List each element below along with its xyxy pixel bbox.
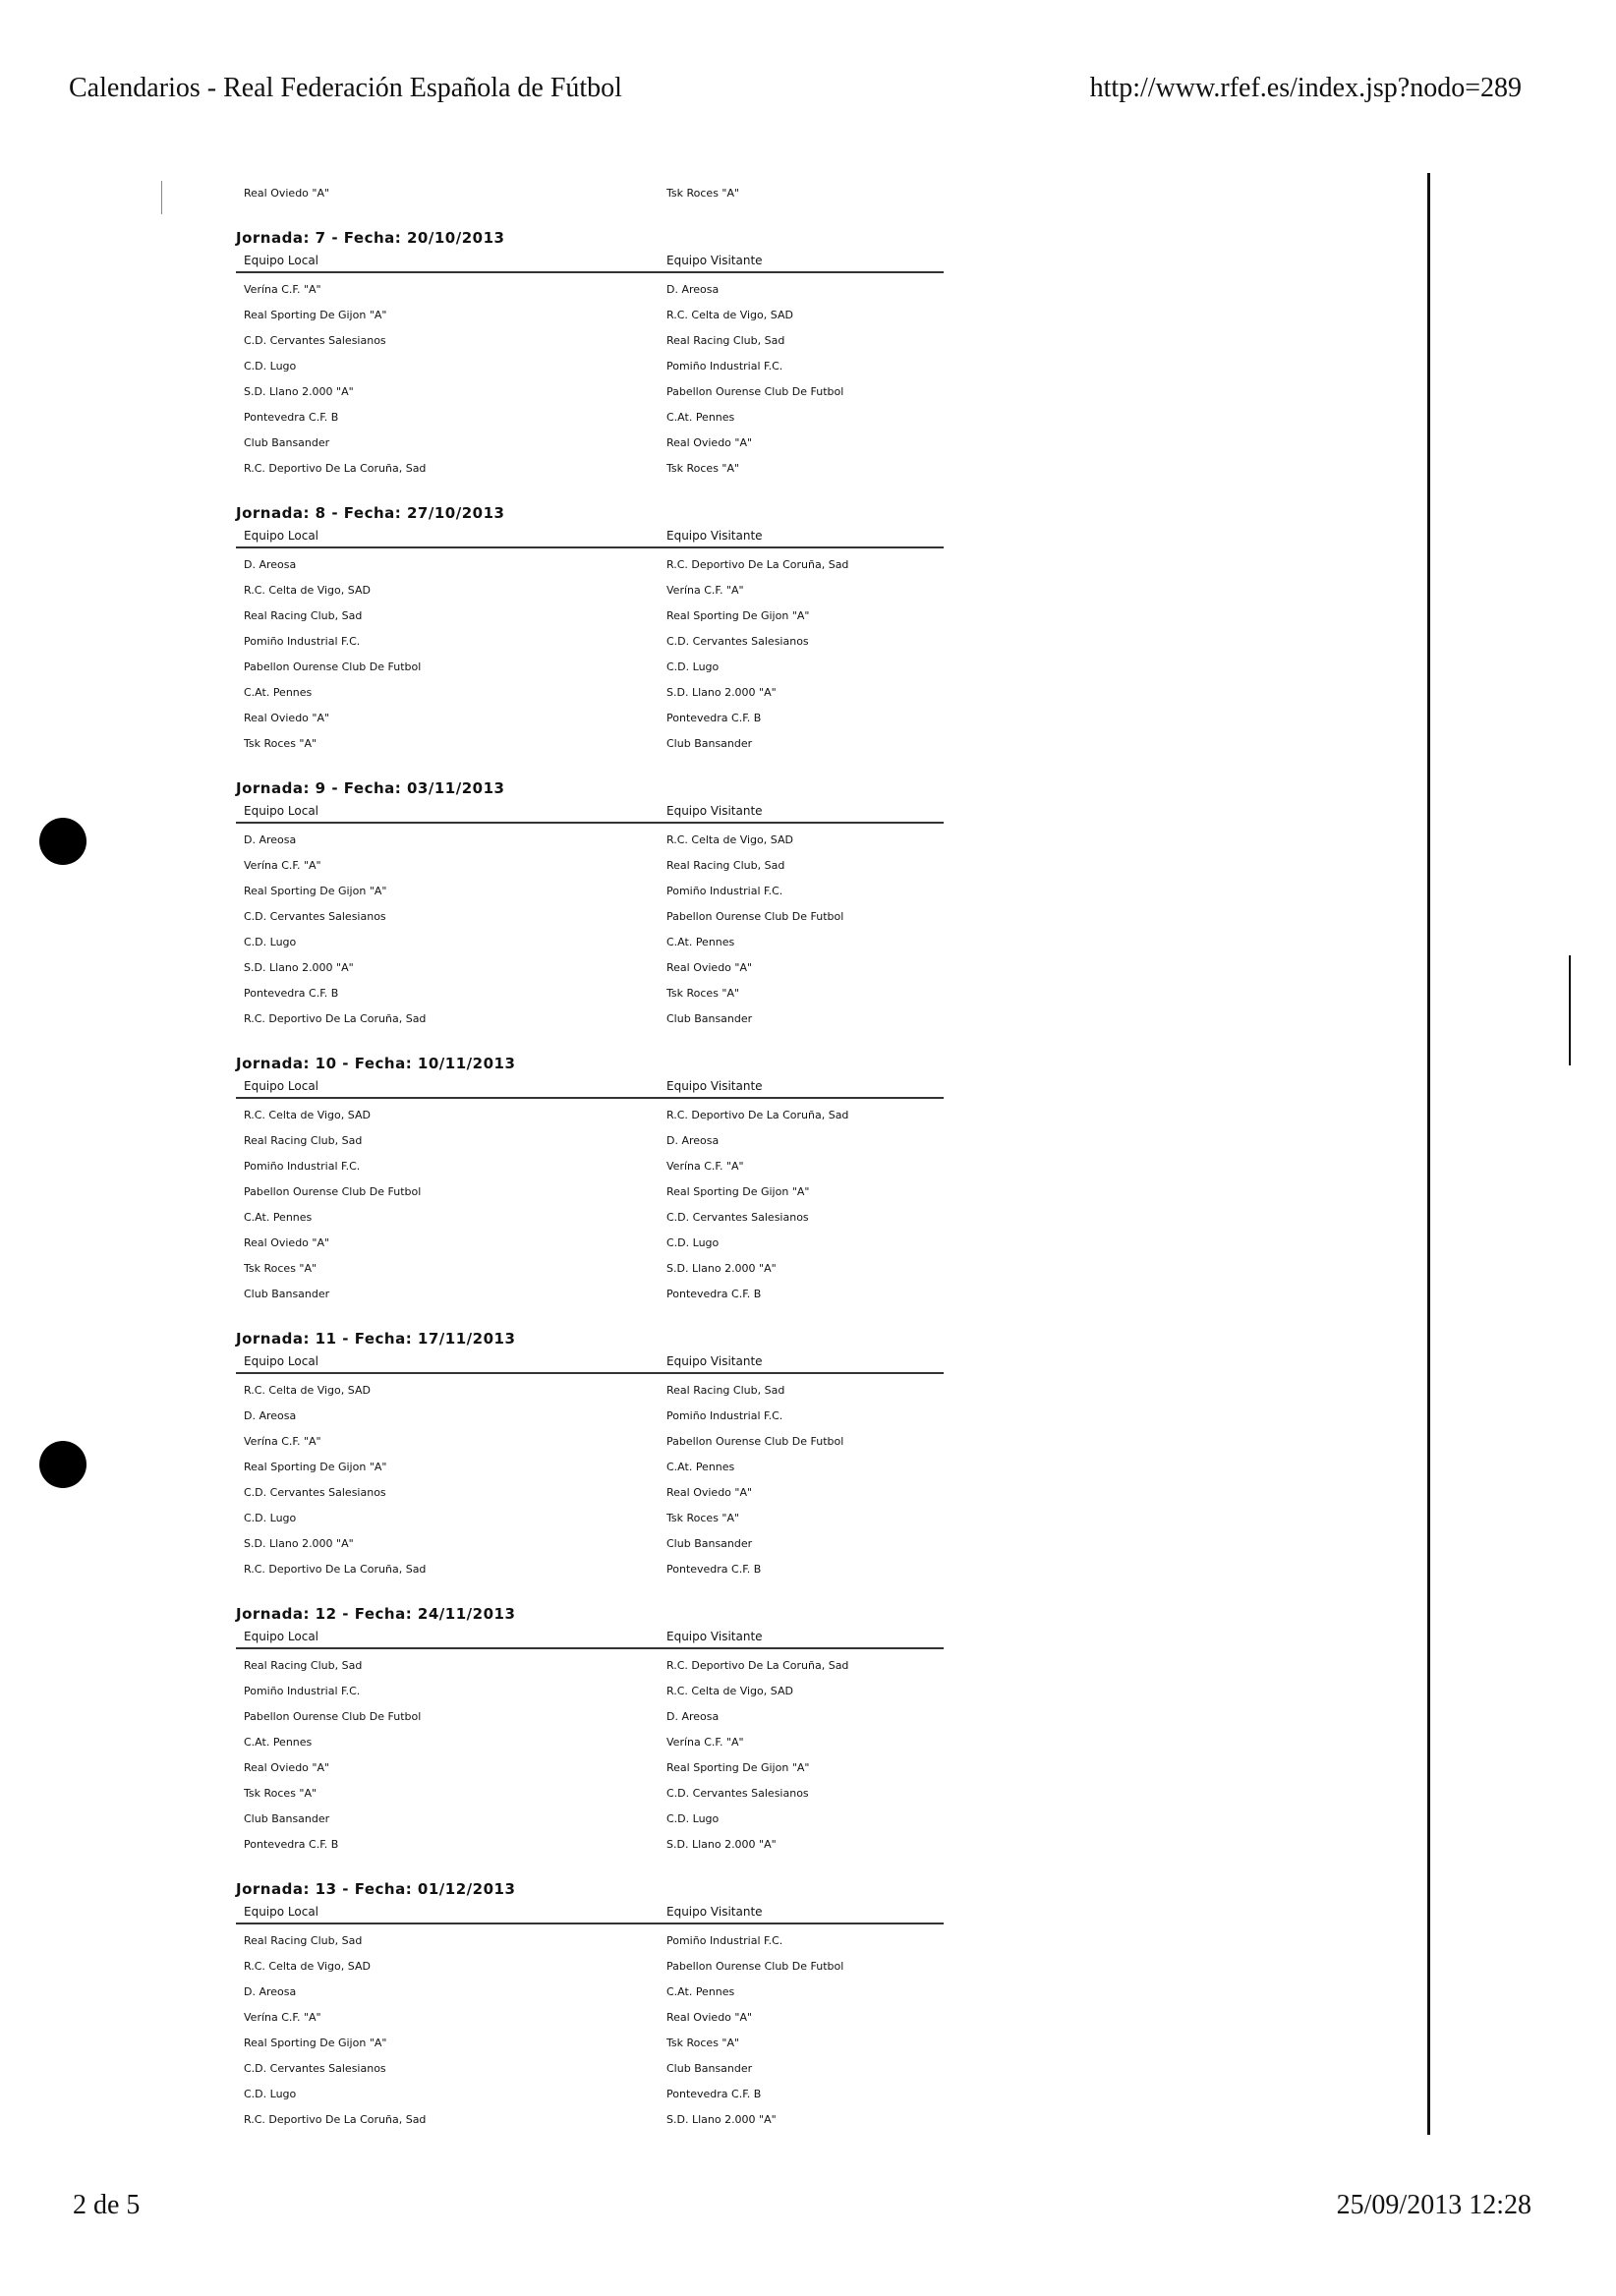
- match-row: [236, 2056, 944, 2082]
- match-local-team: D. Areosa: [244, 1409, 297, 1422]
- jornada-title: Jornada: 7 - Fecha: 20/10/2013: [236, 229, 505, 247]
- match-row: [236, 1378, 944, 1404]
- match-row: [236, 1807, 944, 1832]
- match-local-team: Club Bansander: [244, 1812, 330, 1825]
- match-row: [236, 1480, 944, 1506]
- match-local-team: Pabellon Ourense Club De Futbol: [244, 1710, 422, 1723]
- jornada-title: Jornada: 10 - Fecha: 10/11/2013: [236, 1055, 516, 1072]
- match-visiting-team: Real Oviedo "A": [666, 2011, 753, 2024]
- column-header-row: [236, 525, 944, 548]
- match-local-team: S.D. Llano 2.000 "A": [244, 1537, 354, 1550]
- match-visiting-team: Real Sporting De Gijon "A": [666, 609, 810, 622]
- match-visiting-team: Real Racing Club, Sad: [666, 1384, 785, 1397]
- match-local-team: Real Sporting De Gijon "A": [244, 1461, 387, 1473]
- match-visiting-team: R.C. Celta de Vigo, SAD: [666, 833, 793, 846]
- jornada-section: [236, 1052, 944, 1307]
- match-visiting-team: S.D. Llano 2.000 "A": [666, 1838, 777, 1851]
- match-local-team: Verína C.F. "A": [244, 283, 321, 296]
- match-row: [236, 430, 944, 456]
- match-visiting-team: Real Oviedo "A": [666, 1486, 753, 1499]
- match-local-team: Verína C.F. "A": [244, 1435, 321, 1448]
- jornada-section: [236, 1602, 944, 1858]
- column-header-visitante: Equipo Visitante: [666, 1354, 763, 1368]
- column-header-local: Equipo Local: [244, 529, 319, 543]
- match-visiting-team: C.D. Cervantes Salesianos: [666, 1787, 809, 1800]
- match-local-team: Verína C.F. "A": [244, 2011, 321, 2024]
- column-header-visitante: Equipo Visitante: [666, 254, 763, 267]
- match-local-team: Tsk Roces "A": [244, 737, 317, 750]
- match-row: [236, 2005, 944, 2031]
- match-visiting-team: Pomiño Industrial F.C.: [666, 360, 783, 373]
- match-local-team: Real Sporting De Gijon "A": [244, 2037, 387, 2049]
- carryover-match-row: [236, 181, 944, 206]
- match-local-team: D. Areosa: [244, 1985, 297, 1998]
- match-local-team: S.D. Llano 2.000 "A": [244, 385, 354, 398]
- match-row: [236, 1781, 944, 1807]
- match-visiting-team: Tsk Roces "A": [666, 187, 740, 200]
- match-row: [236, 1730, 944, 1755]
- match-local-team: Tsk Roces "A": [244, 1262, 317, 1275]
- match-row: [236, 1429, 944, 1455]
- match-row: [236, 2082, 944, 2107]
- match-local-team: Real Sporting De Gijon "A": [244, 309, 387, 321]
- match-local-team: Tsk Roces "A": [244, 1787, 317, 1800]
- match-local-team: Real Oviedo "A": [244, 712, 330, 724]
- match-visiting-team: Club Bansander: [666, 1012, 753, 1025]
- match-local-team: Real Sporting De Gijon "A": [244, 885, 387, 897]
- match-visiting-team: Tsk Roces "A": [666, 2037, 740, 2049]
- column-header-visitante: Equipo Visitante: [666, 1630, 763, 1643]
- match-visiting-team: Tsk Roces "A": [666, 987, 740, 1000]
- match-local-team: Pabellon Ourense Club De Futbol: [244, 1185, 422, 1198]
- match-visiting-team: Verína C.F. "A": [666, 584, 744, 597]
- match-visiting-team: D. Areosa: [666, 1134, 720, 1147]
- match-visiting-team: Real Racing Club, Sad: [666, 859, 785, 872]
- match-row: [236, 1256, 944, 1282]
- punch-hole-top: [39, 818, 87, 865]
- match-row: [236, 1557, 944, 1582]
- match-row: [236, 303, 944, 328]
- match-local-team: D. Areosa: [244, 833, 297, 846]
- match-local-team: Real Oviedo "A": [244, 1761, 330, 1774]
- match-visiting-team: Real Oviedo "A": [666, 436, 753, 449]
- jornada-section: [236, 1327, 944, 1582]
- match-local-team: Pontevedra C.F. B: [244, 1838, 339, 1851]
- match-row: [236, 1679, 944, 1704]
- match-local-team: C.At. Pennes: [244, 686, 313, 699]
- match-row: [236, 1531, 944, 1557]
- column-header-row: [236, 250, 944, 273]
- match-row: [236, 629, 944, 655]
- match-visiting-team: Verína C.F. "A": [666, 1736, 744, 1749]
- match-row: [236, 981, 944, 1006]
- print-header-url: http://www.rfef.es/index.jsp?nodo=289: [1089, 73, 1522, 103]
- match-visiting-team: Real Oviedo "A": [666, 961, 753, 974]
- column-header-local: Equipo Local: [244, 254, 319, 267]
- match-visiting-team: Pontevedra C.F. B: [666, 2088, 762, 2100]
- match-local-team: Real Oviedo "A": [244, 187, 330, 200]
- punch-hole-bottom: [39, 1441, 87, 1488]
- match-local-team: Pabellon Ourense Club De Futbol: [244, 660, 422, 673]
- column-header-local: Equipo Local: [244, 804, 319, 818]
- match-row: [236, 930, 944, 955]
- match-visiting-team: Pontevedra C.F. B: [666, 712, 762, 724]
- print-header-title: Calendarios - Real Federación Española de Fútbol: [69, 73, 622, 103]
- column-header-local: Equipo Local: [244, 1354, 319, 1368]
- match-row: [236, 1928, 944, 1954]
- match-row: [236, 1506, 944, 1531]
- match-local-team: D. Areosa: [244, 558, 297, 571]
- match-row: [236, 552, 944, 578]
- match-visiting-team: C.D. Cervantes Salesianos: [666, 1211, 809, 1224]
- match-row: [236, 828, 944, 853]
- column-header-visitante: Equipo Visitante: [666, 529, 763, 543]
- match-row: [236, 955, 944, 981]
- match-visiting-team: Tsk Roces "A": [666, 462, 740, 475]
- scan-edge-mark: [1569, 955, 1571, 1065]
- jornada-section: [236, 1877, 944, 2133]
- match-local-team: Pomiño Industrial F.C.: [244, 1160, 361, 1173]
- jornada-section: [236, 226, 944, 482]
- match-visiting-team: C.At. Pennes: [666, 936, 735, 948]
- jornada-title: Jornada: 13 - Fecha: 01/12/2013: [236, 1880, 516, 1898]
- match-row: [236, 1404, 944, 1429]
- match-visiting-team: S.D. Llano 2.000 "A": [666, 686, 777, 699]
- match-row: [236, 1205, 944, 1231]
- match-row: [236, 1704, 944, 1730]
- match-local-team: R.C. Celta de Vigo, SAD: [244, 1384, 371, 1397]
- jornada-title: Jornada: 11 - Fecha: 17/11/2013: [236, 1330, 516, 1348]
- match-visiting-team: C.At. Pennes: [666, 1461, 735, 1473]
- match-visiting-team: Real Racing Club, Sad: [666, 334, 785, 347]
- column-header-local: Equipo Local: [244, 1630, 319, 1643]
- match-local-team: Club Bansander: [244, 1288, 330, 1300]
- match-local-team: Pomiño Industrial F.C.: [244, 635, 361, 648]
- match-visiting-team: C.D. Cervantes Salesianos: [666, 635, 809, 648]
- match-visiting-team: Pabellon Ourense Club De Futbol: [666, 910, 844, 923]
- match-row: [236, 1103, 944, 1128]
- match-local-team: R.C. Celta de Vigo, SAD: [244, 1109, 371, 1121]
- column-header-row: [236, 1626, 944, 1649]
- jornada-section: [236, 776, 944, 1032]
- match-row: [236, 1653, 944, 1679]
- match-local-team: C.D. Cervantes Salesianos: [244, 334, 386, 347]
- match-local-team: Real Oviedo "A": [244, 1236, 330, 1249]
- jornada-title: Jornada: 12 - Fecha: 24/11/2013: [236, 1605, 516, 1623]
- jornadas-list: [236, 226, 944, 2133]
- match-local-team: R.C. Deportivo De La Coruña, Sad: [244, 1012, 427, 1025]
- match-visiting-team: Pomiño Industrial F.C.: [666, 885, 783, 897]
- jornada-section: [236, 501, 944, 757]
- match-row: [236, 379, 944, 405]
- match-row: [236, 1231, 944, 1256]
- match-visiting-team: Pomiño Industrial F.C.: [666, 1934, 783, 1947]
- jornada-title: Jornada: 8 - Fecha: 27/10/2013: [236, 504, 505, 522]
- match-visiting-team: R.C. Celta de Vigo, SAD: [666, 1685, 793, 1697]
- match-visiting-team: Pontevedra C.F. B: [666, 1288, 762, 1300]
- match-visiting-team: C.D. Lugo: [666, 1236, 720, 1249]
- match-visiting-team: Club Bansander: [666, 2062, 753, 2075]
- match-local-team: Real Racing Club, Sad: [244, 609, 363, 622]
- match-visiting-team: C.D. Lugo: [666, 1812, 720, 1825]
- column-header-local: Equipo Local: [244, 1905, 319, 1919]
- match-row: [236, 1179, 944, 1205]
- match-row: [236, 655, 944, 680]
- match-visiting-team: Pabellon Ourense Club De Futbol: [666, 1960, 844, 1973]
- match-local-team: C.D. Lugo: [244, 2088, 297, 2100]
- match-visiting-team: S.D. Llano 2.000 "A": [666, 2113, 777, 2126]
- match-local-team: Pomiño Industrial F.C.: [244, 1685, 361, 1697]
- column-header-visitante: Equipo Visitante: [666, 804, 763, 818]
- match-local-team: C.At. Pennes: [244, 1736, 313, 1749]
- print-footer: [73, 2190, 1531, 2229]
- match-row: [236, 2107, 944, 2133]
- match-row: [236, 1006, 944, 1032]
- match-local-team: Real Racing Club, Sad: [244, 1659, 363, 1672]
- match-visiting-team: R.C. Deportivo De La Coruña, Sad: [666, 558, 849, 571]
- match-visiting-team: Verína C.F. "A": [666, 1160, 744, 1173]
- scan-binding-line: [1427, 173, 1430, 2135]
- column-header-row: [236, 1075, 944, 1099]
- match-local-team: C.D. Cervantes Salesianos: [244, 1486, 386, 1499]
- match-local-team: Real Racing Club, Sad: [244, 1134, 363, 1147]
- match-visiting-team: Pabellon Ourense Club De Futbol: [666, 385, 844, 398]
- match-local-team: C.D. Cervantes Salesianos: [244, 910, 386, 923]
- match-row: [236, 1154, 944, 1179]
- match-visiting-team: Pabellon Ourense Club De Futbol: [666, 1435, 844, 1448]
- match-local-team: C.At. Pennes: [244, 1211, 313, 1224]
- match-local-team: R.C. Celta de Vigo, SAD: [244, 1960, 371, 1973]
- match-local-team: R.C. Deportivo De La Coruña, Sad: [244, 2113, 427, 2126]
- match-visiting-team: S.D. Llano 2.000 "A": [666, 1262, 777, 1275]
- match-visiting-team: C.D. Lugo: [666, 660, 720, 673]
- match-visiting-team: Club Bansander: [666, 1537, 753, 1550]
- match-row: [236, 1282, 944, 1307]
- match-visiting-team: R.C. Celta de Vigo, SAD: [666, 309, 793, 321]
- match-visiting-team: C.At. Pennes: [666, 1985, 735, 1998]
- match-local-team: C.D. Lugo: [244, 360, 297, 373]
- scan-margin-tick: [161, 181, 162, 214]
- calendar-content: [236, 181, 944, 2133]
- match-row: [236, 277, 944, 303]
- jornada-title: Jornada: 9 - Fecha: 03/11/2013: [236, 779, 505, 797]
- column-header-row: [236, 1901, 944, 1924]
- match-row: [236, 1954, 944, 1980]
- column-header-visitante: Equipo Visitante: [666, 1905, 763, 1919]
- match-visiting-team: Pontevedra C.F. B: [666, 1563, 762, 1576]
- match-row: [236, 879, 944, 904]
- match-row: [236, 2031, 944, 2056]
- match-local-team: C.D. Lugo: [244, 1512, 297, 1524]
- match-row: [236, 1832, 944, 1858]
- match-visiting-team: D. Areosa: [666, 283, 720, 296]
- match-local-team: C.D. Cervantes Salesianos: [244, 2062, 386, 2075]
- match-row: [236, 354, 944, 379]
- match-visiting-team: Tsk Roces "A": [666, 1512, 740, 1524]
- match-local-team: Real Racing Club, Sad: [244, 1934, 363, 1947]
- match-local-team: C.D. Lugo: [244, 936, 297, 948]
- match-local-team: Verína C.F. "A": [244, 859, 321, 872]
- match-row: [236, 578, 944, 603]
- column-header-row: [236, 800, 944, 824]
- column-header-local: Equipo Local: [244, 1079, 319, 1093]
- match-visiting-team: D. Areosa: [666, 1710, 720, 1723]
- match-row: [236, 904, 944, 930]
- match-row: [236, 456, 944, 482]
- match-local-team: S.D. Llano 2.000 "A": [244, 961, 354, 974]
- match-local-team: Club Bansander: [244, 436, 330, 449]
- match-visiting-team: Club Bansander: [666, 737, 753, 750]
- print-header: [69, 73, 1522, 112]
- match-row: [236, 603, 944, 629]
- match-row: [236, 328, 944, 354]
- match-row: [236, 1980, 944, 2005]
- match-row: [236, 853, 944, 879]
- match-local-team: R.C. Celta de Vigo, SAD: [244, 584, 371, 597]
- match-row: [236, 405, 944, 430]
- match-local-team: R.C. Deportivo De La Coruña, Sad: [244, 1563, 427, 1576]
- match-row: [236, 1755, 944, 1781]
- match-visiting-team: C.At. Pennes: [666, 411, 735, 424]
- column-header-row: [236, 1350, 944, 1374]
- match-row: [236, 1128, 944, 1154]
- match-row: [236, 731, 944, 757]
- match-visiting-team: Pomiño Industrial F.C.: [666, 1409, 783, 1422]
- match-local-team: Pontevedra C.F. B: [244, 987, 339, 1000]
- print-datetime: 25/09/2013 12:28: [1336, 2190, 1531, 2220]
- match-local-team: R.C. Deportivo De La Coruña, Sad: [244, 462, 427, 475]
- match-visiting-team: Real Sporting De Gijon "A": [666, 1185, 810, 1198]
- match-row: [236, 680, 944, 706]
- match-visiting-team: Real Sporting De Gijon "A": [666, 1761, 810, 1774]
- match-visiting-team: R.C. Deportivo De La Coruña, Sad: [666, 1659, 849, 1672]
- match-visiting-team: R.C. Deportivo De La Coruña, Sad: [666, 1109, 849, 1121]
- match-row: [236, 706, 944, 731]
- match-row: [236, 1455, 944, 1480]
- match-local-team: Pontevedra C.F. B: [244, 411, 339, 424]
- page-number: 2 de 5: [73, 2190, 141, 2220]
- column-header-visitante: Equipo Visitante: [666, 1079, 763, 1093]
